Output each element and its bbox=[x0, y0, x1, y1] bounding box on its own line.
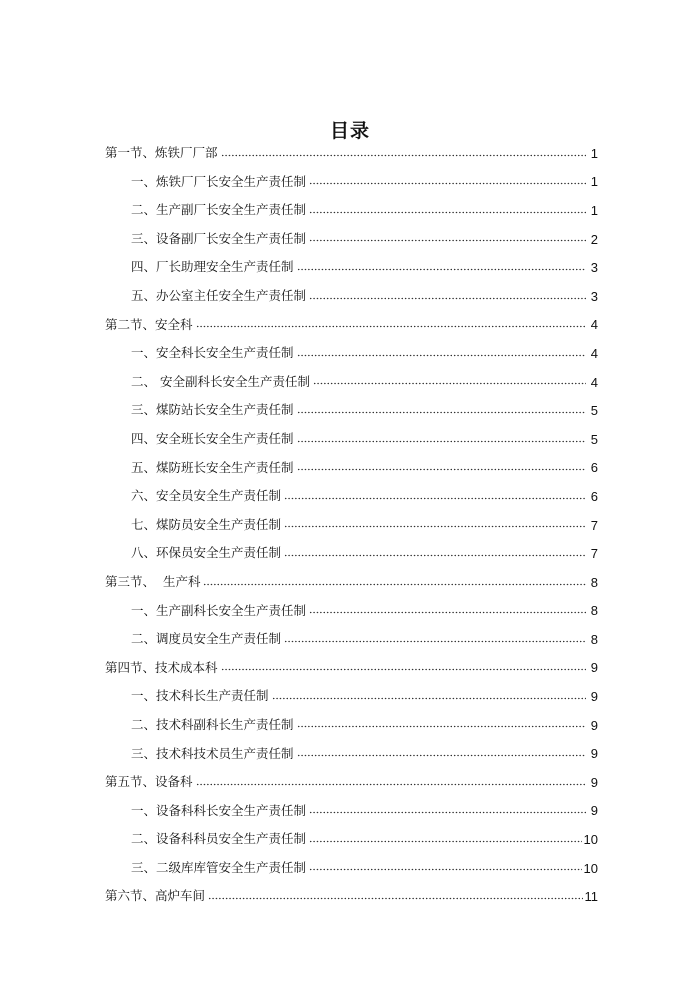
toc-subsection-entry[interactable] bbox=[105, 482, 598, 511]
toc-page-number: 11 bbox=[584, 889, 598, 905]
toc-entry-text: 五、办公室主任安全生产责任制 bbox=[131, 288, 307, 304]
toc-subsection-entry[interactable] bbox=[105, 597, 598, 626]
toc-dot-leader bbox=[196, 322, 586, 332]
toc-entry-text: 第三节、 生产科 bbox=[105, 573, 201, 589]
toc-page-number: 4 bbox=[590, 345, 598, 361]
toc-entry-text: 第一节、炼铁厂厂部 bbox=[105, 145, 218, 161]
toc-page-number: 3 bbox=[590, 260, 598, 276]
toc-entry-text: 三、设备副厂长安全生产责任制 bbox=[131, 230, 307, 246]
toc-entry-text: 一、设备科科长安全生产责任制 bbox=[131, 802, 307, 818]
toc-entry-text: 一、安全科长安全生产责任制 bbox=[131, 345, 294, 361]
toc-dot-leader bbox=[297, 265, 586, 275]
toc-page-number: 3 bbox=[590, 288, 598, 304]
toc-page-number: 10 bbox=[583, 832, 598, 848]
toc-entry-text: 一、技术科长生产责任制 bbox=[131, 688, 269, 704]
toc-entry-text: 三、二级库库管安全生产责任制 bbox=[131, 859, 307, 875]
toc-dot-leader bbox=[309, 207, 586, 217]
toc-dot-leader bbox=[297, 350, 586, 360]
toc-page-number: 8 bbox=[590, 574, 598, 590]
toc-subsection-entry[interactable] bbox=[105, 797, 598, 826]
toc-subsection-entry[interactable] bbox=[105, 425, 598, 454]
toc-section-entry[interactable] bbox=[105, 882, 598, 911]
toc-subsection-entry[interactable] bbox=[105, 682, 598, 711]
toc-subsection-entry[interactable] bbox=[105, 368, 598, 397]
toc-entry-text: 第五节、设备科 bbox=[105, 774, 193, 790]
toc-section-entry[interactable] bbox=[105, 568, 598, 597]
toc-page-number: 5 bbox=[590, 431, 598, 447]
toc-page-number: 1 bbox=[590, 145, 598, 161]
toc-entry-text: 二、调度员安全生产责任制 bbox=[131, 631, 282, 647]
toc-subsection-entry[interactable] bbox=[105, 396, 598, 425]
toc-dot-leader bbox=[284, 636, 586, 646]
toc-dot-leader bbox=[297, 722, 586, 732]
toc-dot-leader bbox=[221, 665, 586, 675]
toc-entry-text: 一、炼铁厂厂长安全生产责任制 bbox=[131, 173, 307, 189]
toc-dot-leader bbox=[309, 837, 582, 847]
toc-entry-text: 二、生产副厂长安全生产责任制 bbox=[131, 202, 307, 218]
toc-dot-leader bbox=[309, 808, 586, 818]
toc-dot-leader bbox=[221, 150, 586, 160]
toc-page-number: 5 bbox=[590, 403, 598, 419]
toc-entry-text: 七、煤防员安全生产责任制 bbox=[131, 516, 282, 532]
toc-dot-leader bbox=[313, 379, 586, 389]
toc-dot-leader bbox=[309, 293, 586, 303]
toc-subsection-entry[interactable] bbox=[105, 711, 598, 740]
toc-dot-leader bbox=[309, 179, 586, 189]
toc-entry-text: 六、安全员安全生产责任制 bbox=[131, 488, 282, 504]
toc-page-number: 10 bbox=[583, 860, 598, 876]
toc-subsection-entry[interactable] bbox=[105, 511, 598, 540]
toc-entry-text: 第六节、高炉车间 bbox=[105, 888, 206, 904]
toc-page-number: 7 bbox=[590, 517, 598, 533]
toc-dot-leader bbox=[284, 551, 586, 561]
toc-subsection-entry[interactable] bbox=[105, 196, 598, 225]
toc-subsection-entry[interactable] bbox=[105, 168, 598, 197]
toc-page-number: 8 bbox=[590, 631, 598, 647]
toc-section-entry[interactable] bbox=[105, 139, 598, 168]
toc-subsection-entry[interactable] bbox=[105, 625, 598, 654]
toc-entry-text: 二、设备科科员安全生产责任制 bbox=[131, 831, 307, 847]
toc-page-number: 4 bbox=[590, 317, 598, 333]
toc-dot-leader bbox=[297, 408, 586, 418]
toc-subsection-entry[interactable] bbox=[105, 282, 598, 311]
toc-dot-leader bbox=[284, 522, 586, 532]
toc-subsection-entry[interactable] bbox=[105, 339, 598, 368]
toc-dot-leader bbox=[309, 608, 586, 618]
toc-dot-leader bbox=[284, 493, 586, 503]
toc-page-number: 1 bbox=[590, 174, 598, 190]
toc-page-number: 9 bbox=[590, 660, 598, 676]
toc-dot-leader bbox=[208, 894, 582, 904]
toc-entry-text: 三、技术科技术员生产责任制 bbox=[131, 745, 294, 761]
toc-entry-text: 二、 安全副科长安全生产责任制 bbox=[131, 373, 310, 389]
toc-page-number: 9 bbox=[590, 717, 598, 733]
toc-entry-text: 四、厂长助理安全生产责任制 bbox=[131, 259, 294, 275]
toc-subsection-entry[interactable] bbox=[105, 225, 598, 254]
toc-page-number: 9 bbox=[590, 774, 598, 790]
toc-dot-leader bbox=[297, 751, 586, 761]
toc-page-number: 9 bbox=[590, 803, 598, 819]
toc-page-number: 1 bbox=[590, 202, 598, 218]
toc-entry-text: 第二节、安全科 bbox=[105, 316, 193, 332]
toc-dot-leader bbox=[272, 694, 586, 704]
toc-dot-leader bbox=[309, 236, 586, 246]
toc-page-number: 8 bbox=[590, 603, 598, 619]
toc-page-number: 6 bbox=[590, 460, 598, 476]
toc-page-number: 7 bbox=[590, 546, 598, 562]
toc-subsection-entry[interactable] bbox=[105, 854, 598, 883]
toc-page-number: 6 bbox=[590, 488, 598, 504]
toc-dot-leader bbox=[297, 465, 586, 475]
toc-dot-leader bbox=[196, 779, 586, 789]
toc-entry-text: 第四节、技术成本科 bbox=[105, 659, 218, 675]
toc-entry-text: 四、安全班长安全生产责任制 bbox=[131, 430, 294, 446]
toc-title: 目录 bbox=[329, 120, 370, 142]
toc-dot-leader bbox=[297, 436, 586, 446]
toc-entry-text: 二、技术科副科长生产责任制 bbox=[131, 716, 294, 732]
toc-subsection-entry[interactable] bbox=[105, 825, 598, 854]
toc-entry-text: 三、煤防站长安全生产责任制 bbox=[131, 402, 294, 418]
toc-subsection-entry[interactable] bbox=[105, 454, 598, 483]
toc-section-entry[interactable] bbox=[105, 654, 598, 683]
toc-subsection-entry[interactable] bbox=[105, 739, 598, 768]
toc-section-entry[interactable] bbox=[105, 768, 598, 797]
toc-page-number: 4 bbox=[590, 374, 598, 390]
toc-entry-text: 五、煤防班长安全生产责任制 bbox=[131, 459, 294, 475]
toc-entry-text: 一、生产副科长安全生产责任制 bbox=[131, 602, 307, 618]
toc-subsection-entry[interactable] bbox=[105, 539, 598, 568]
toc-page-number: 9 bbox=[590, 689, 598, 705]
toc-subsection-entry[interactable] bbox=[105, 253, 598, 282]
toc-section-entry[interactable] bbox=[105, 311, 598, 340]
toc-dot-leader bbox=[203, 579, 586, 589]
toc-list bbox=[105, 139, 598, 911]
toc-entry-text: 八、环保员安全生产责任制 bbox=[131, 545, 282, 561]
toc-page-number: 2 bbox=[590, 231, 598, 247]
toc-dot-leader bbox=[309, 865, 582, 875]
toc-page-number: 9 bbox=[590, 746, 598, 762]
